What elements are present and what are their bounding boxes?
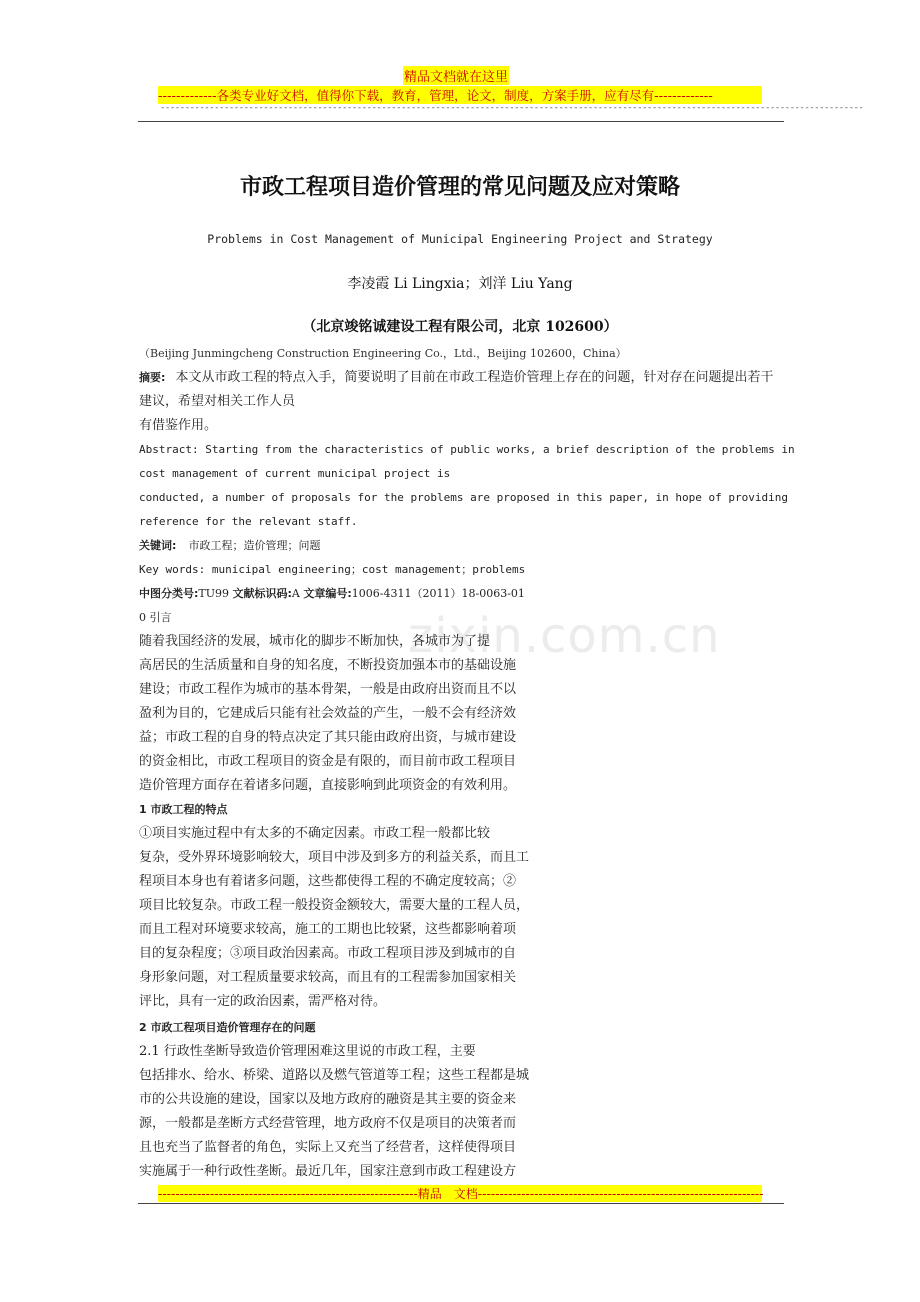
section-0-line: 的资金相比，市政工程项目的资金是有限的，而目前市政工程项目 xyxy=(139,754,517,769)
abstract-en-line-4: reference for the relevant staff. xyxy=(139,515,358,528)
section-1-line: 程项目本身也有着诸多问题，这些都使得工程的不确定度较高；② xyxy=(139,874,517,889)
header-tagline: -------------各类专业好文档，值得你下载，教育，管理，论文，制度，方案手册，应有尽有------------- xyxy=(158,86,762,104)
header-dash-line: ----------------------------------------------------------------------------------------------------------------------------------------------- xyxy=(160,103,864,113)
abstract-line-3: 有借鉴作用。 xyxy=(139,418,218,433)
section-0-line: 随着我国经济的发展，城市化的脚步不断加快，各城市为了提 xyxy=(139,634,491,649)
clc-value: TU99 xyxy=(198,587,230,600)
section-2-line: 源，一般都是垄断方式经营管理，地方政府不仅是项目的决策者而 xyxy=(139,1116,517,1131)
header-rule xyxy=(138,121,784,122)
article-no-value: 1006-4311（2011）18-0063-01 xyxy=(351,587,525,600)
section-0-title: 0 引言 xyxy=(139,611,172,624)
keywords-en-line: Key words: municipal engineering；cost management；problems xyxy=(139,563,526,576)
section-0-line: 高居民的生活质量和自身的知名度，不断投资加强本市的基础设施 xyxy=(139,658,517,673)
authors: 李凌霞 Li Lingxia；刘洋 Liu Yang xyxy=(347,276,573,292)
header-banner: 精品文档就在这里 xyxy=(403,66,509,85)
abstract-label: 摘要: xyxy=(139,371,166,384)
footer-banner: ------------------------------------------------------------精品 文档------------------------------------------------------------------ xyxy=(158,1187,764,1201)
keywords-label: 关键词: xyxy=(139,539,177,552)
doc-code-value: A xyxy=(291,587,300,600)
affiliation: （北京竣铭诚建设工程有限公司，北京 102600） xyxy=(302,319,618,335)
section-0-line: 益；市政工程的自身的特点决定了其只能由政府出资，与城市建设 xyxy=(139,730,517,745)
watermark: zixin.com.cn xyxy=(408,608,721,664)
footer-rule xyxy=(138,1203,784,1204)
section-0-line: 造价管理方面存在着诸多问题，直接影响到此项资金的有效利用。 xyxy=(139,778,517,793)
section-1-title: 1 市政工程的特点 xyxy=(139,803,228,816)
abstract-line-2: 建议，希望对相关工作人员 xyxy=(139,394,296,409)
keywords-line xyxy=(139,534,321,558)
section-0-line: 建设；市政工程作为城市的基本骨架，一般是由政府出资而且不以 xyxy=(139,682,517,697)
section-2-line: 且也充当了监督者的角色，实际上又充当了经营者，这样使得项目 xyxy=(139,1140,517,1155)
abstract-en-line-1: Abstract: Starting from the characteristics of public works, a brief description of the problems in xyxy=(139,443,795,456)
abstract-en-line-2: cost management of current municipal project is xyxy=(139,467,451,480)
section-1-line: 目的复杂程度；③项目政治因素高。市政工程项目涉及到城市的自 xyxy=(139,946,517,961)
article-no-label: 文章编号: xyxy=(303,587,352,600)
article-english-title: Problems in Cost Management of Municipal Engineering Project and Strategy xyxy=(207,232,713,246)
section-2-line: 包括排水、给水、桥梁、道路以及燃气管道等工程；这些工程都是城 xyxy=(139,1068,530,1083)
article-title: 市政工程项目造价管理的常见问题及应对策略 xyxy=(239,175,680,200)
section-1-line: 复杂，受外界环境影响较大，项目中涉及到多方的利益关系，而且工 xyxy=(139,850,530,865)
section-2-line: 实施属于一种行政性垄断。最近几年，国家注意到市政工程建设方 xyxy=(139,1164,517,1179)
abstract-text-1: 本文从市政工程的特点入手，简要说明了目前在市政工程造价管理上存在的问题，针对存在问题提出若干 xyxy=(175,370,774,385)
keywords-text: 市政工程；造价管理；问题 xyxy=(188,539,321,552)
abstract-line-1 xyxy=(139,366,774,390)
section-1-line: 评比，具有一定的政治因素，需严格对待。 xyxy=(139,994,387,1009)
doc-code-label: 文献标识码: xyxy=(232,587,292,600)
section-2-line: 2.1 行政性垄断导致造价管理困难这里说的市政工程，主要 xyxy=(139,1044,476,1059)
section-0-line: 盈利为目的，它建成后只能有社会效益的产生，一般不会有经济效 xyxy=(139,706,517,721)
section-1-line: 身形象问题，对工程质量要求较高，而且有的工程需参加国家相关 xyxy=(139,970,517,985)
affiliation-english: （Beijing Junmingcheng Construction Engineering Co.，Ltd.，Beijing 102600，China） xyxy=(139,347,627,360)
classification-line xyxy=(139,582,525,606)
section-1-line: 而且工程对环境要求较高，施工的工期也比较紧，这些都影响着项 xyxy=(139,922,517,937)
section-1-line: 项目比较复杂。市政工程一般投资金额较大，需要大量的工程人员， xyxy=(139,898,530,913)
section-2-title: 2 市政工程项目造价管理存在的问题 xyxy=(139,1021,316,1034)
clc-label: 中图分类号: xyxy=(139,587,199,600)
section-1-line: ①项目实施过程中有太多的不确定因素。市政工程一般都比较 xyxy=(139,826,491,841)
abstract-en-line-3: conducted, a number of proposals for the problems are proposed in this paper, in hope of providing xyxy=(139,491,789,504)
section-2-line: 市的公共设施的建设，国家以及地方政府的融资是其主要的资金来 xyxy=(139,1092,517,1107)
